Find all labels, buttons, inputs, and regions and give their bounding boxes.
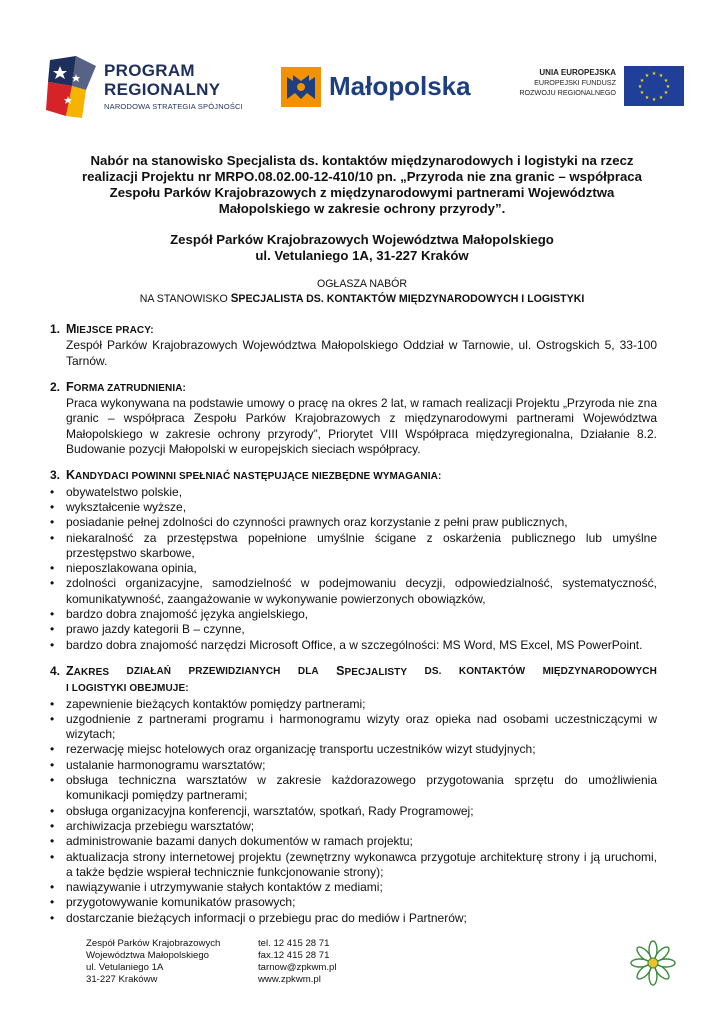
- list-item: [50, 712, 657, 743]
- program-regionalny-emblem-icon: [46, 56, 100, 120]
- svg-text:★: ★: [639, 78, 645, 84]
- bullet-icon: •: [50, 880, 55, 895]
- list-item: [50, 500, 657, 515]
- list-item: [50, 834, 657, 849]
- heading-initial: F: [66, 379, 74, 394]
- list-item: [50, 773, 657, 804]
- footer-contact: [258, 938, 337, 986]
- section-number: 2.: [50, 379, 61, 394]
- section-text: Praca wykonywana na podstawie umowy o pracę na okres 2 lat, w ramach realizacji Projektu „Przyroda nie zna granic – współpraca Zespołu Parków Krajobrazowych z międzynarodowymi partnerami Województwa Małopolskiego w zakresie ochrony przyrody”, Priorytet VIII Współpraca międzyregionalna, Działanie 8.2. Budowanie pozycji Małopolski w europejskich sieciach współpracy.: [66, 396, 657, 457]
- list-item: [50, 638, 657, 653]
- heading-text: ANDYDACI POWINNI SPEŁNIAĆ NASTĘPUJĄCE NIEZBĘDNE WYMAGANIA:: [75, 471, 442, 483]
- zpkwm-flower-logo-icon: [628, 938, 678, 988]
- bullet-icon: •: [50, 773, 55, 788]
- organization-block: [70, 232, 654, 264]
- section-heading-continued: [50, 680, 657, 696]
- list-item: [50, 561, 657, 576]
- section-number: 4.: [50, 663, 61, 678]
- list-item-text: dostarczanie bieżących informacji o przebiegu prac do mediów i Partnerów;: [66, 910, 467, 925]
- section-heading: [50, 322, 657, 338]
- footer-email: tarnow@zpkwm.pl: [258, 962, 337, 973]
- heading-word: MIĘDZYNARODOWYCH: [542, 665, 657, 677]
- bullet-icon: •: [50, 834, 55, 849]
- list-item-text: przygotowywanie komunikatów prasowych;: [66, 895, 296, 910]
- title-line: Małopolskiego w zakresie ochrony przyrody”.: [218, 201, 506, 216]
- requirements-list: [50, 485, 657, 653]
- duties-list: [50, 697, 657, 926]
- list-item: [50, 880, 657, 895]
- announcement-line1: OGŁASZA NABÓR: [316, 278, 408, 290]
- list-item: [50, 819, 657, 834]
- bullet-icon: •: [50, 895, 55, 910]
- list-item-text: prawo jazdy kategorii B – czynne,: [66, 622, 245, 637]
- svg-text:★: ★: [658, 73, 664, 79]
- footer-phone: tel. 12 415 28 71: [258, 938, 330, 949]
- eu-logo-line1: UNIA EUROPEJSKA: [539, 68, 616, 77]
- list-item: [50, 895, 657, 910]
- heading-word: KONTAKTÓW: [458, 665, 526, 677]
- program-regionalny-logo: [46, 56, 256, 120]
- heading-text: I LOGISTYKI OBEJMUJE:: [66, 683, 189, 695]
- malopolska-emblem-icon: [281, 67, 321, 107]
- section-number: 1.: [50, 322, 61, 336]
- svg-text:★: ★: [658, 95, 664, 101]
- bullet-icon: •: [50, 499, 55, 514]
- list-item: [50, 622, 657, 637]
- eu-logo-line3: ROZWOJU REGIONALNEGO: [519, 88, 616, 97]
- list-item: [50, 515, 657, 530]
- program-logo-line3: NARODOWA STRATEGIA SPÓJNOŚCI: [104, 102, 243, 111]
- list-item-text: archiwizacja przebiegu warsztatów;: [66, 818, 255, 833]
- list-item-text: niekaralność za przestępstwa popełnione umyślnie ścigane z oskarżenia publicznego lub umyślne przestępstwo skarbowe,: [66, 530, 657, 560]
- footer-line: Zespół Parków Krajobrazowych: [86, 938, 221, 949]
- footer-website: www.zpkwm.pl: [258, 974, 321, 985]
- heading-initial: K: [66, 468, 76, 483]
- program-logo-line1: PROGRAM: [104, 61, 195, 80]
- list-item: [50, 804, 657, 819]
- list-item-text: bardzo dobra znajomość języka angielskiego,: [66, 607, 309, 622]
- list-item-text: nieposzlakowana opinia,: [66, 561, 197, 576]
- footer-fax: fax.12 415 28 71: [258, 950, 330, 961]
- list-item-text: zdolności organizacyjne, samodzielność w podejmowaniu decyzji, odpowiedzialność, systematyczność, komunikatywność, zaangażowanie w wykonywanie powierzonych obowiązków,: [66, 576, 657, 606]
- title-line: realizacji Projektu nr MRPO.08.02.00-12-410/10 pn. „Przyroda nie zna granic – współpraca: [82, 169, 642, 184]
- list-item-text: administrowanie bazami danych dokumentów w ramach projektu;: [66, 834, 413, 849]
- heading-word: ZAKRES: [66, 663, 110, 678]
- svg-text:★: ★: [639, 90, 645, 96]
- footer-line: ul. Vetulaniego 1A: [86, 962, 164, 973]
- svg-text:★: ★: [651, 97, 657, 103]
- bullet-icon: •: [50, 711, 55, 726]
- list-item: [50, 607, 657, 622]
- svg-text:★: ★: [637, 84, 643, 90]
- malopolska-logo-text: Małopolska: [329, 71, 471, 101]
- title-line: Zespołu Parków Krajobrazowych z międzynarodowymi partnerami Województwa: [109, 185, 615, 200]
- heading-word: DS.: [424, 665, 442, 677]
- svg-text:★: ★: [644, 73, 650, 79]
- bullet-icon: •: [50, 484, 55, 499]
- footer-line: Województwa Małopolskiego: [86, 950, 210, 961]
- bullet-icon: •: [50, 696, 55, 711]
- list-item-text: nawiązywanie i utrzymywanie stałych kontaktów z mediami;: [66, 880, 383, 895]
- list-item: [50, 576, 657, 607]
- section-heading: [50, 664, 657, 680]
- heading-word: DLA: [297, 665, 319, 677]
- list-item-text: uzgodnienie z partnerami programu i harmonogramu wizyty oraz opieka nad osobami uczestniczącymi w wizytach;: [66, 711, 657, 742]
- announcement-prefix: NA STANOWISKO: [139, 293, 231, 305]
- list-item: [50, 485, 657, 500]
- position-initial: S: [230, 293, 239, 305]
- bullet-icon: •: [50, 757, 55, 772]
- organization-address: ul. Vetulaniego 1A, 31-227 Kraków: [255, 248, 469, 263]
- footer-line: 31-227 Krakóww: [86, 974, 158, 985]
- svg-text:★: ★: [651, 71, 657, 77]
- list-item-text: rezerwację miejsc hotelowych oraz organizację transportu uczestników wizyt studyjnych;: [66, 742, 536, 757]
- eu-fund-logo: [510, 66, 685, 108]
- heading-initial: M: [66, 322, 77, 336]
- footer-address: [86, 938, 220, 986]
- program-logo-line2: REGIONALNY: [104, 80, 221, 99]
- heading-word: PRZEWIDZIANYCH: [188, 665, 281, 677]
- list-item-text: obsługa organizacyjna konferencji, warsztatów, spotkań, Rady Programowej;: [66, 803, 474, 818]
- heading-word: SPECJALISTY: [336, 663, 408, 678]
- list-item-text: bardzo dobra znajomość narzędzi Microsoft Office, a w szczególności: MS Word, MS Excel, MS PowerPoint.: [66, 637, 643, 652]
- bullet-icon: •: [50, 818, 55, 833]
- bullet-icon: •: [50, 607, 55, 622]
- svg-text:★: ★: [644, 95, 650, 101]
- list-item-text: zapewnienie bieżących kontaktów pomiędzy partnerami;: [66, 696, 366, 711]
- bullet-icon: •: [50, 622, 55, 637]
- bullet-icon: •: [50, 515, 55, 530]
- announcement: [60, 277, 664, 307]
- list-item: [50, 911, 657, 926]
- list-item-text: obsługa techniczna warsztatów w zakresie każdorazowego przygotowania sprzętu do umożliwienia komunikacji pomiędzy partnerami;: [66, 773, 657, 803]
- list-item: [50, 531, 657, 562]
- eu-logo-line2: EUROPEJSKI FUNDUSZ: [534, 78, 616, 87]
- malopolska-logo: [281, 67, 486, 107]
- list-item: [50, 742, 657, 757]
- bullet-icon: •: [50, 849, 55, 864]
- section-number: 3.: [50, 468, 61, 483]
- list-item-text: obywatelstwo polskie,: [66, 484, 183, 499]
- list-item: [50, 697, 657, 712]
- bullet-icon: •: [50, 561, 55, 576]
- bullet-icon: •: [50, 803, 55, 818]
- section-heading: [50, 380, 657, 396]
- position-name: PECJALISTA DS. KONTAKTÓW MIĘDZYNARODOWYCH I LOGISTYKI: [238, 293, 585, 305]
- bullet-icon: •: [50, 530, 55, 545]
- heading-text: IEJSCE PRACY:: [76, 325, 154, 336]
- bullet-icon: •: [50, 637, 55, 652]
- bullet-icon: •: [50, 742, 55, 757]
- list-item: [50, 758, 657, 773]
- svg-text:★: ★: [663, 90, 669, 96]
- bullet-icon: •: [50, 910, 55, 925]
- heading-text: ORMA ZATRUDNIENIA:: [73, 382, 186, 394]
- list-item-text: wykształcenie wyższe,: [66, 499, 187, 514]
- section-heading: [50, 468, 657, 484]
- announcement-line2: [60, 292, 664, 307]
- svg-text:★: ★: [663, 78, 669, 84]
- title-line: Nabór na stanowisko Specjalista ds. kontaktów międzynarodowych i logistyki na rzecz: [90, 153, 634, 168]
- list-item-text: aktualizacja strony internetowej projektu (zewnętrzny wykonawca przygotuje architekturę strony i ją uruchomi, a także będzie wspierał technicznie funkcjonowanie strony);: [66, 849, 657, 879]
- bullet-icon: •: [50, 576, 55, 591]
- organization-name: Zespół Parków Krajobrazowych Województwa Małopolskiego: [170, 232, 554, 247]
- eu-flag-icon: [624, 66, 684, 106]
- list-item-text: posiadanie pełnej zdolności do czynności prawnych oraz korzystanie z pełni praw publicznych,: [66, 515, 568, 530]
- document-title: [70, 153, 654, 217]
- heading-word: DZIAŁAŃ: [126, 665, 172, 677]
- section-text: Zespół Parków Krajobrazowych Województwa Małopolskiego Oddział w Tarnowie, ul. Ostrogskich 5, 33-100 Tarnów.: [66, 338, 657, 368]
- list-item-text: ustalanie harmonogramu warsztatów;: [66, 757, 266, 772]
- list-item: [50, 850, 657, 881]
- svg-text:★: ★: [665, 84, 671, 90]
- document-body: [50, 322, 657, 926]
